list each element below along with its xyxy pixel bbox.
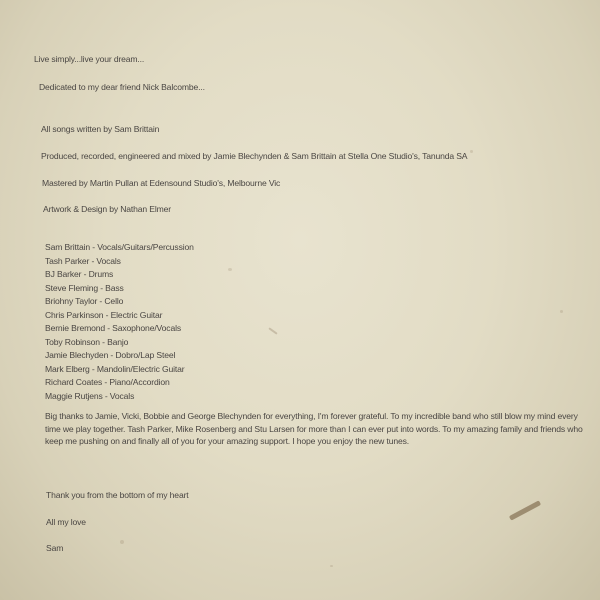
musician-item: Tash Parker - Vocals: [45, 255, 121, 266]
thanks-love: All my love: [46, 517, 86, 527]
tagline: Live simply...live your dream...: [34, 54, 145, 64]
musician-item: Maggie Rutjens - Vocals: [45, 390, 135, 401]
musician-item: Toby Robinson - Banjo: [45, 336, 129, 347]
credit-songs: All songs written by Sam Brittain: [41, 124, 160, 134]
musician-item: Jamie Blechyden - Dobro/Lap Steel: [45, 350, 176, 360]
musician-item: Briohny Taylor - Cello: [45, 296, 124, 306]
musician-item: BJ Barker - Drums: [45, 269, 114, 279]
credit-mastered: Mastered by Martin Pullan at Edensound Studio's, Melbourne Vic: [42, 178, 281, 188]
musician-item: Sam Brittain - Vocals/Guitars/Percussion: [45, 242, 194, 252]
thanks-closing: Thank you from the bottom of my heart: [46, 490, 189, 500]
musician-item: Mark Elberg - Mandolin/Electric Guitar: [45, 363, 185, 374]
credit-produced: Produced, recorded, engineered and mixed by Jamie Blechynden & Sam Brittain at Stella One Studio's, Tanunda SA: [41, 151, 468, 161]
musician-item: Chris Parkinson - Electric Guitar: [45, 309, 163, 320]
musician-item: Bernie Bremond - Saxophone/Vocals: [45, 323, 181, 333]
credit-artwork: Artwork & Design by Nathan Elmer: [43, 204, 171, 214]
musician-item: Richard Coates - Piano/Accordion: [45, 377, 170, 387]
musician-item: Steve Fleming - Bass: [45, 282, 124, 293]
dedication: Dedicated to my dear friend Nick Balcombe...: [39, 82, 205, 92]
signoff: Sam: [46, 543, 64, 553]
thanks-paragraph: Big thanks to Jamie, Vicki, Bobbie and George Blechynden for everything, I'm forever grateful. To my incredible band who still blow my mind every time we play together. Tash Parker, Mike Rosenberg and Stu Larsen for more than I can ever put into words. To my amazing family and friends who keep me pushing on and finally all of you for your amazing support. I hope you enjoy the new tunes.: [45, 411, 583, 447]
